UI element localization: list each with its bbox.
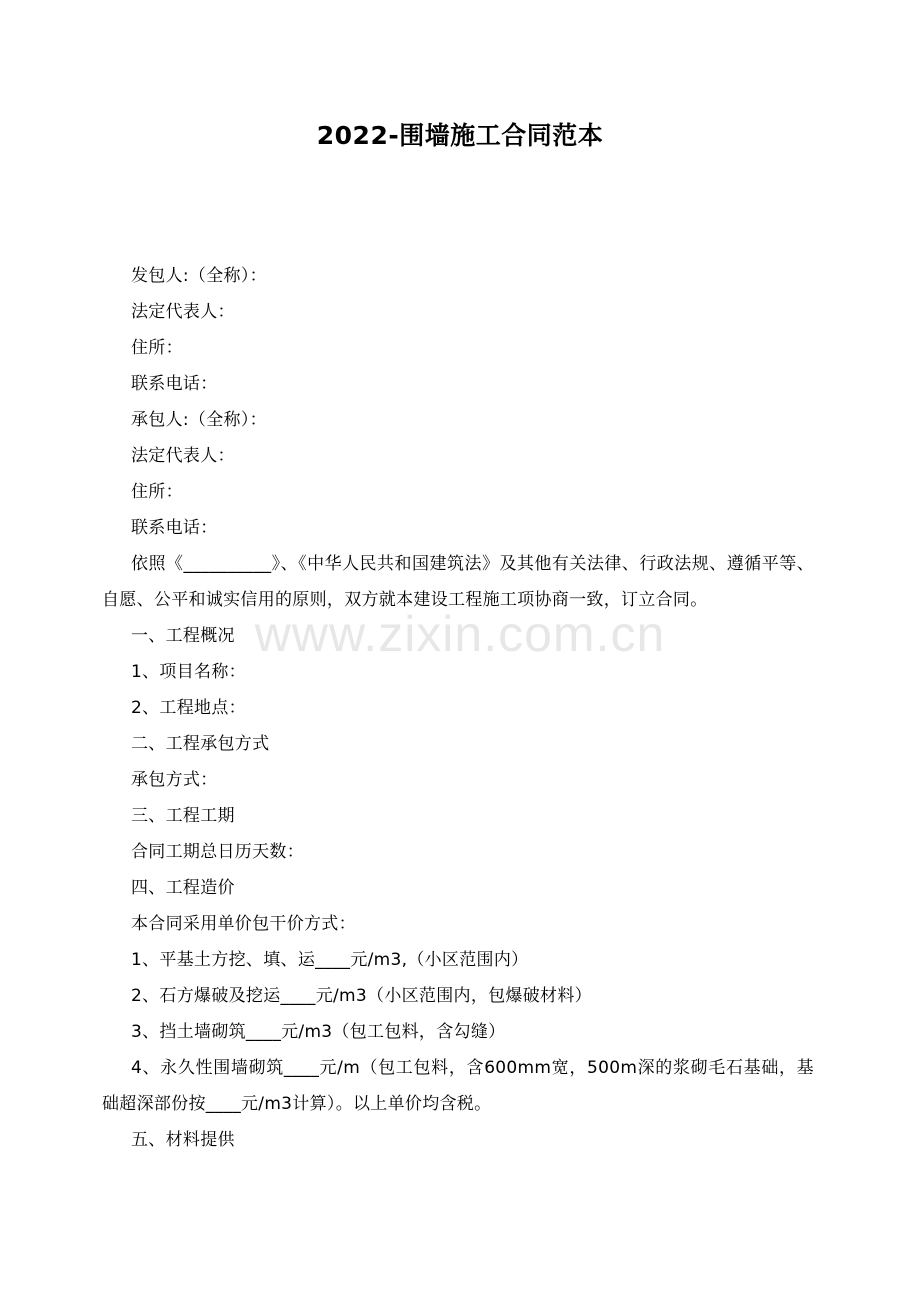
contractor-phone-line: 联系电话：: [131, 518, 218, 538]
price-item-perimeter-wall: 4、永久性围墙砌筑____元/m（包工包料，含600mm宽，500m深的浆砌毛石基础，基础超深部份按____元/m3计算）。以上单价均含税。: [102, 1058, 814, 1114]
price-method-line: 本合同采用单价包干价方式：: [131, 914, 356, 934]
preamble-paragraph: 依照《__________》、《中华人民共和国建筑法》及其他有关法律、行政法规、遵循平等、自愿、公平和诚实信用的原则，双方就本建设工程施工项协商一致，订立合同。: [102, 554, 814, 610]
section-heading-project-overview: 一、工程概况: [131, 626, 235, 646]
contractor-name-line: 承包人:（全称）：: [131, 410, 267, 430]
price-item-blasting: 2、石方爆破及挖运____元/m3（小区范围内，包爆破材料）: [131, 986, 592, 1006]
employer-name-line: 发包人:（全称）：: [131, 266, 267, 286]
watermark: www.zixin.com.cn: [254, 606, 666, 662]
contractor-address-line: 住所：: [131, 482, 183, 502]
contract-method-line: 承包方式：: [131, 770, 218, 790]
employer-address-line: 住所：: [131, 338, 183, 358]
contractor-legal-rep-line: 法定代表人：: [131, 446, 235, 466]
price-item-earthwork: 1、平基土方挖、填、运____元/m3,（小区范围内）: [131, 950, 529, 970]
document-title: 2022-围墙施工合同范本: [316, 121, 604, 150]
employer-legal-rep-line: 法定代表人：: [131, 302, 235, 322]
employer-phone-line: 联系电话：: [131, 374, 218, 394]
section-heading-price: 四、工程造价: [131, 878, 235, 898]
section-heading-duration: 三、工程工期: [131, 806, 235, 826]
section-heading-contract-method: 二、工程承包方式: [131, 734, 270, 754]
project-location-line: 2、工程地点：: [131, 698, 246, 718]
duration-line: 合同工期总日历天数：: [131, 842, 304, 862]
price-item-retaining-wall: 3、挡土墙砌筑____元/m3（包工包料，含勾缝）: [131, 1022, 506, 1042]
document-body: [102, 258, 814, 1158]
project-name-line: 1、项目名称：: [131, 662, 246, 682]
section-heading-materials: 五、材料提供: [131, 1130, 235, 1150]
